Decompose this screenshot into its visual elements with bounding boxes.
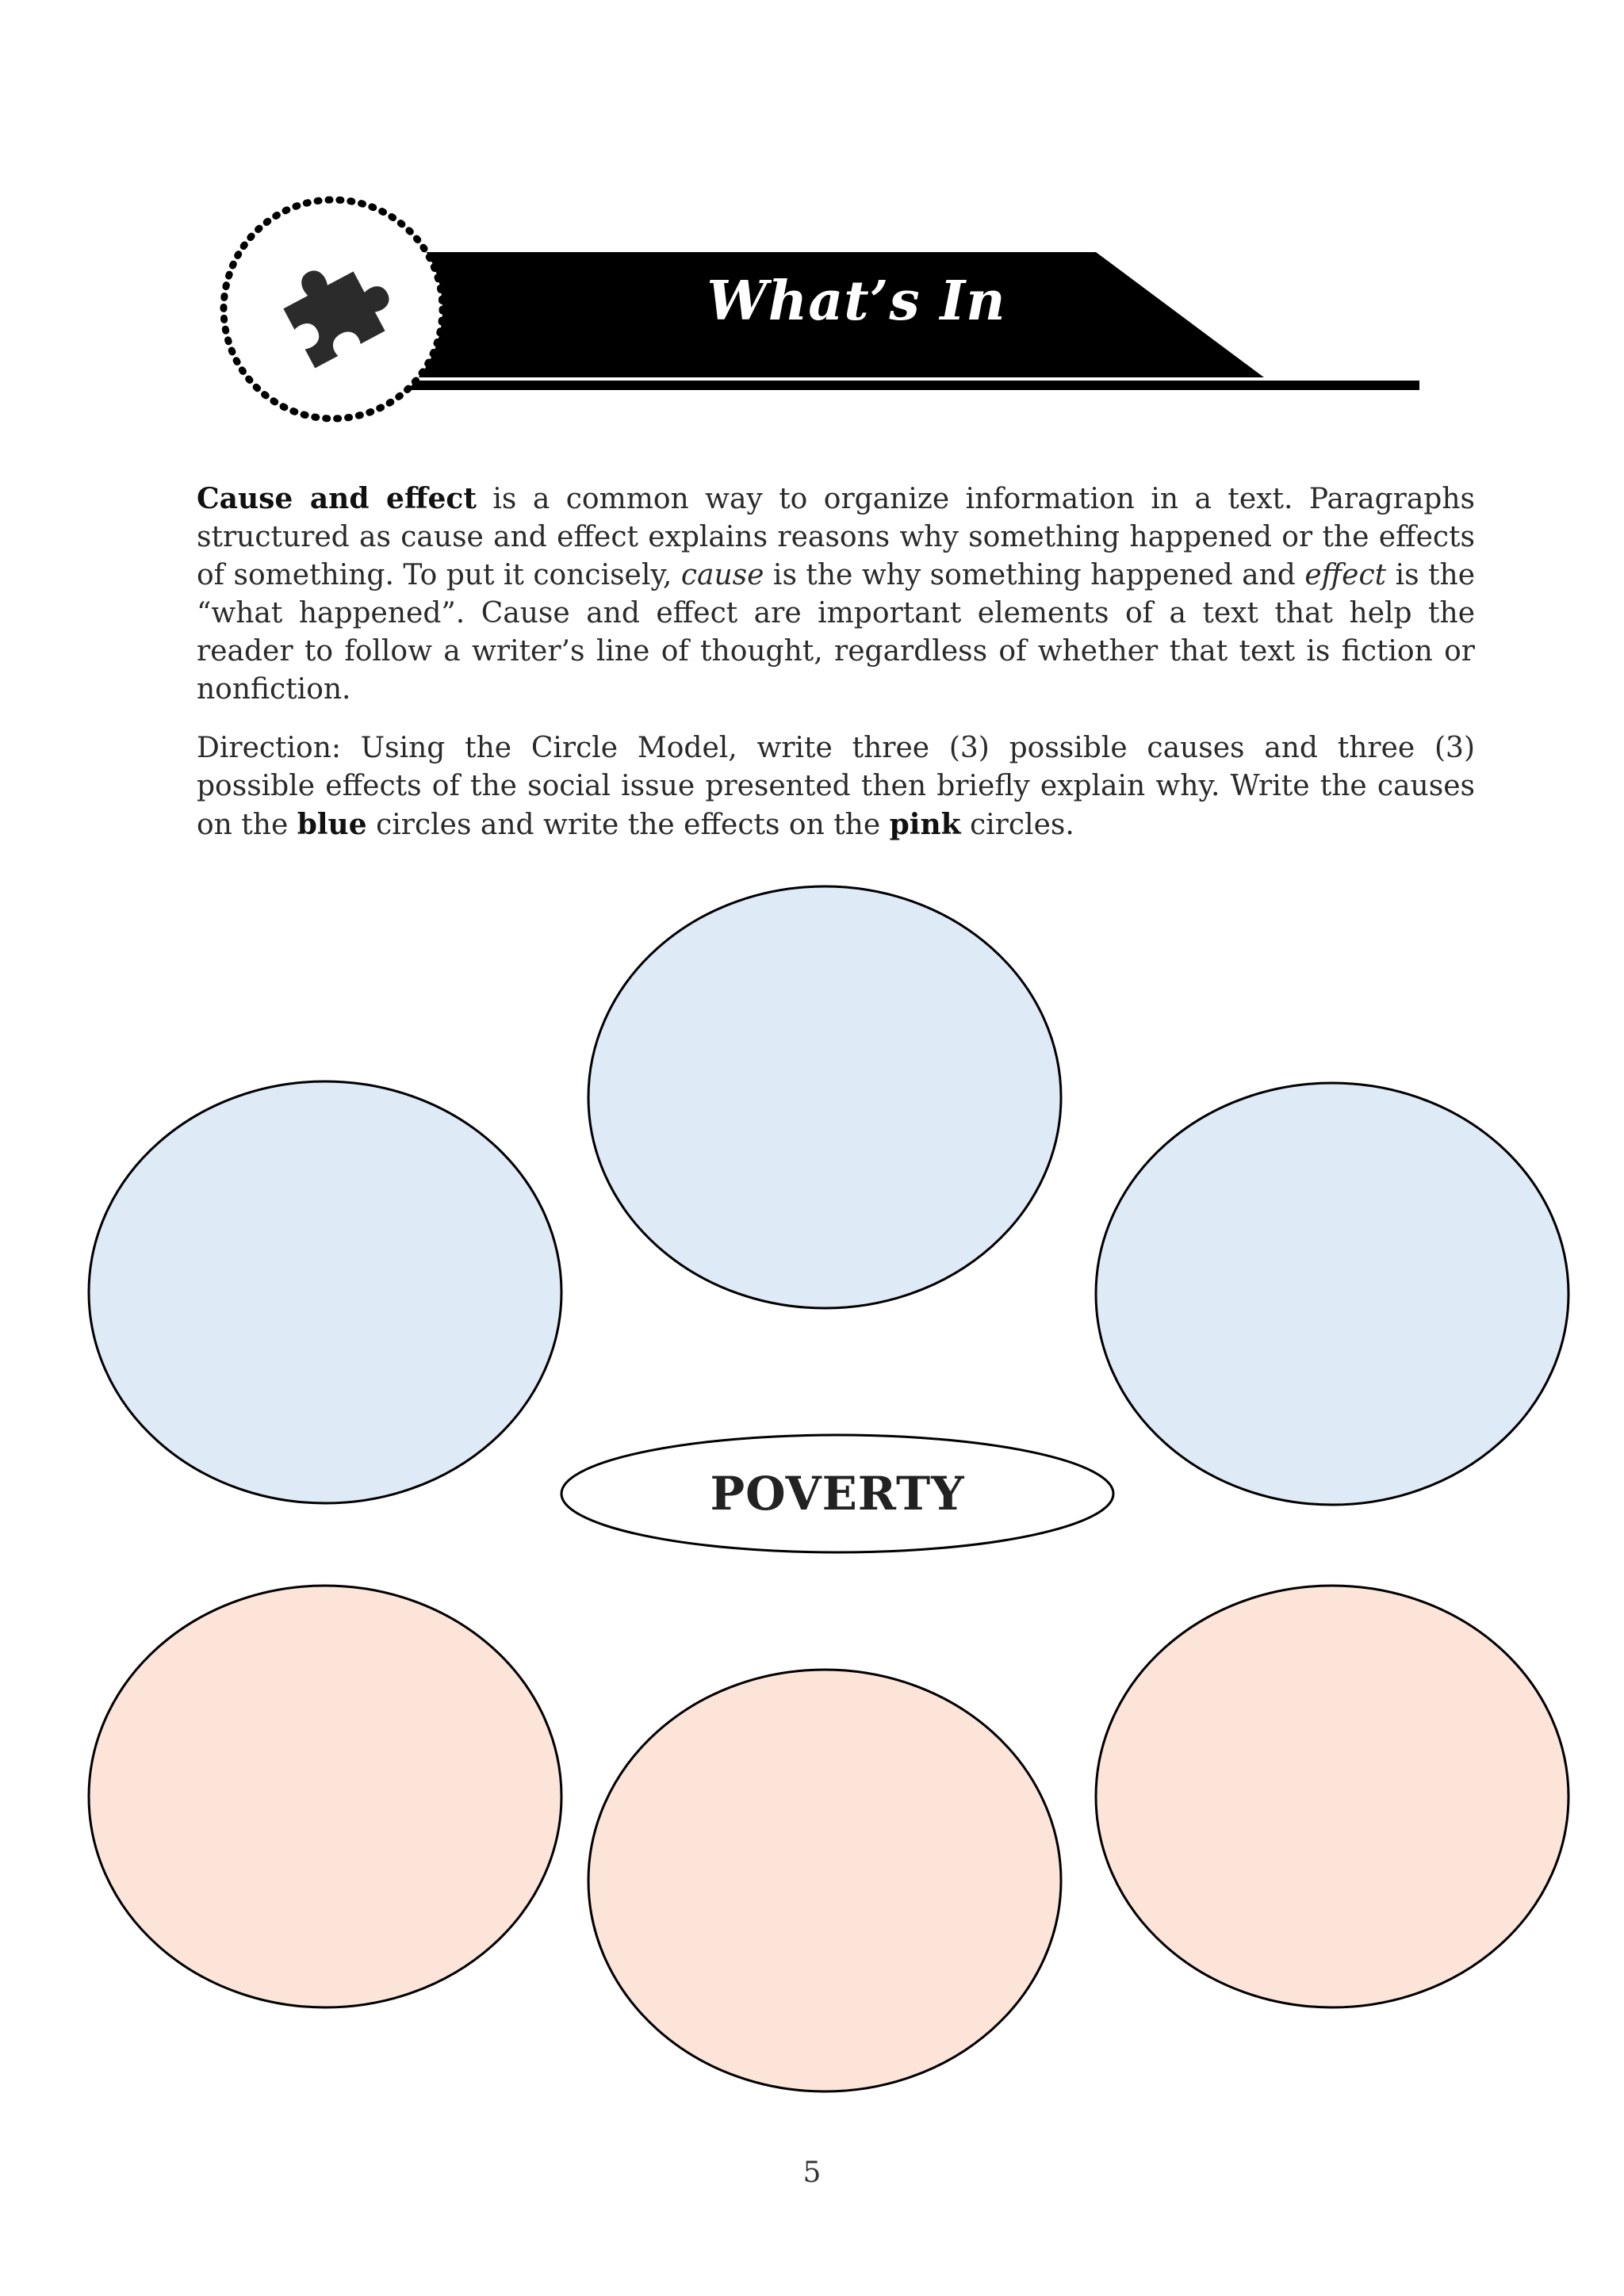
center-issue-label: POVERTY	[710, 1467, 965, 1521]
page-number: 5	[802, 2156, 822, 2189]
effect-circle-right[interactable]	[1096, 1586, 1568, 2007]
bold-term-cause-and-effect: Cause and effect	[197, 482, 477, 515]
cause-circle-top[interactable]	[588, 886, 1061, 1308]
section-title: What’s In	[707, 270, 1006, 333]
italic-term-effect: effect	[1304, 559, 1387, 591]
bold-word-pink: pink	[889, 808, 961, 841]
effect-circle-bottom[interactable]	[588, 1670, 1061, 2091]
bold-word-blue: blue	[297, 808, 367, 841]
direction-text-part3: circles.	[960, 809, 1074, 841]
cause-circle-left[interactable]	[89, 1081, 561, 1503]
intro-text-part3: is the “what happened”. Cause and effect are important elements of a text that help the reader to follow a writer’s line of thought, regardless of whether that text is fiction or nonfiction.	[197, 559, 1475, 706]
direction-text-part1: Direction: Using the Circle Model, write three (3) possible causes and three (3) possible effects of the social issue presented then briefly explain why. Write the causes on the	[197, 732, 1475, 841]
intro-text-part1: is a common way to organize information in a text. Paragraphs structured as cause and effect explains reasons why something happened or the effects of something. To put it concisely,	[197, 483, 1475, 591]
intro-text-part2: is the why something happened and	[764, 559, 1305, 591]
direction-text-part2: circles and write the effects on the	[366, 809, 890, 841]
effect-circle-left[interactable]	[89, 1586, 561, 2007]
italic-term-cause: cause	[680, 559, 764, 591]
cause-circle-right[interactable]	[1096, 1083, 1568, 1505]
